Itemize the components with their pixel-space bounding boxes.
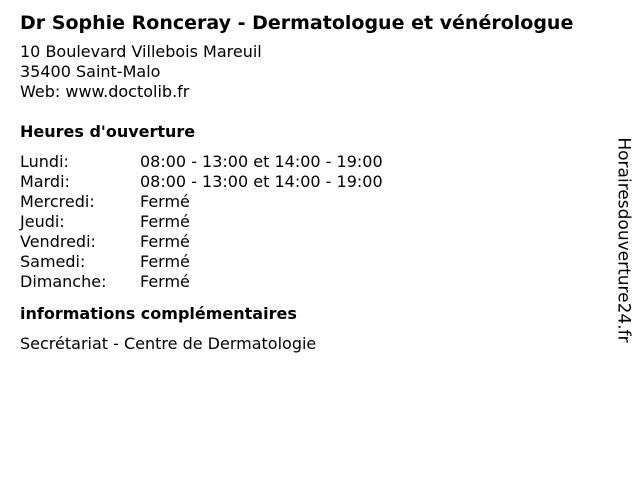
watermark-text: Horairesdouverture24.fr [614,137,634,343]
day-label: Jeudi: [20,212,65,231]
hours-row-jeudi [20,212,610,232]
day-label: Vendredi: [20,232,96,251]
day-hours: 08:00 - 13:00 et 14:00 - 19:00 [140,172,383,191]
hours-row-lundi [20,152,610,172]
hours-row-samedi [20,252,610,272]
hours-row-dimanche [20,272,610,292]
day-label: Samedi: [20,252,86,271]
day-label: Mardi: [20,172,70,191]
hours-row-mardi [20,172,610,192]
day-hours: Fermé [140,252,190,271]
practice-card [20,10,610,354]
day-hours: Fermé [140,192,190,211]
hours-row-vendredi [20,232,610,252]
additional-info-heading: informations complémentaires [20,304,297,323]
day-label: Dimanche: [20,272,107,291]
website-text: Web: www.doctolib.fr [20,82,190,101]
address-city: 35400 Saint-Malo [20,62,161,81]
additional-info-text: Secrétariat - Centre de Dermatologie [20,334,317,353]
day-label: Mercredi: [20,192,95,211]
address-street: 10 Boulevard Villebois Mareuil [20,42,262,61]
opening-hours-table [20,152,610,292]
hours-row-mercredi [20,192,610,212]
day-hours: Fermé [140,232,190,251]
day-hours: Fermé [140,212,190,231]
day-label: Lundi: [20,152,69,171]
day-hours: Fermé [140,272,190,291]
day-hours: 08:00 - 13:00 et 14:00 - 19:00 [140,152,383,171]
page-title: Dr Sophie Ronceray - Dermatologue et vénérologue [20,12,574,34]
opening-hours-heading: Heures d'ouverture [20,122,196,141]
address-block [20,42,610,102]
site-watermark [611,135,637,345]
